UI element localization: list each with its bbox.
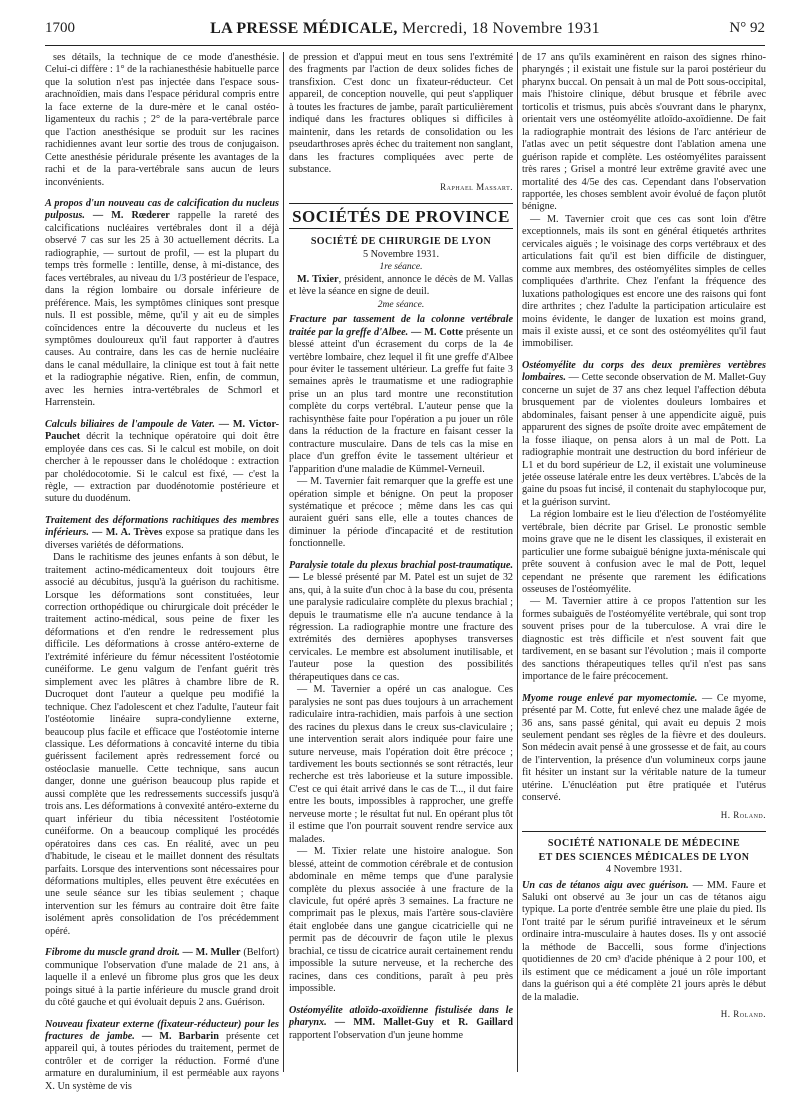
section-title: Fibrome du muscle grand droit. <box>45 947 180 959</box>
author: M. Tixier <box>297 273 339 285</box>
paragraph: — M. Tavernier attire à ce propos l'attention sur les formes subaiguës de l'ostéomyélite vertébrale, qui sont trop souvent prises pour de la tuberculose. A vrai dire le diagnostic est très difficile et n'est souvent fait que tardivement, en se basant sur l'évolution ; mais il comporte des sanctions thérapeutiques telles qu'il n'est pas sans importance de le faire précocement. <box>522 596 766 683</box>
section-title: Paralysie totale du plexus brachial post-traumatique. <box>289 559 513 571</box>
section-calcification: A propos d'un nouveau cas de calcification du nucleus pulposus. — M. Rœderer rappelle la rareté des calcifications nucléaires vertébrales dont il a déjà observé 7 cas sur les 25 à 30 actuellement décrits. La radiographie, — surtout de profil, — est la plupart du temps très formelle : lentille, dense, à mi-distance, des faces vertébrales, au niveau du 1/3 postérieur de l'espace, dans la région lombaire ou dorsale inférieure de préférence. Mais, les symptômes cliniques sont presque nuls. Il est possible, même, qu'il y ait eu de simples coïncidences entre la découverte du nucleus et les symptômes douloureux qu'il faut rapporter à d'autres causes. Au contraire, dans les cas de hernie nucléaire dans le canal médullaire, la clinique est tout à fait nette et la radiographie négative. Rien, enfin, de commun, avec les hernies intra-vertébrales de Schmorl et Harrenstein. <box>45 197 280 409</box>
paragraph: présente un blessé atteint d'un écrasement du corps de la 4e vertèbre lombaire, chez lequel il fit une greffe d'Albee pour éviter le tassement ultérieur. La greffe fut faite 3 semaines après le traumatisme et une radiographie prise un an plus tard montre une reconstitution complète du corps vertébral. L'auteur pense que la rachisynthèse faite pour l'opération a pu jouer un rôle dans la réduction de la fracture en faisant cesser la contracture musculaire. Dans de tels cas la mise en place d'un greffon évite le tassement ultérieur et l'apparition d'une maladie de Kümmel-Verneuil. <box>289 326 514 475</box>
issue-number: N° 92 <box>729 20 765 36</box>
paragraph: — Cette seconde observation de M. Mallet-Guy concerne un sujet de 37 ans chez lequel l'affection débuta brusquement par de violentes douleurs lombaires et abdominales, faisant penser à une appendicite aiguë, puis apparurent des signes de psoïte droite avec empâtement de la fosse iliaque, on pensa alors à un mal de Pott. La radiographie montrait une destruction du bord inférieur de L1 et du bord supérieur de L2, il existait une volumineuse jetée osseuse latérale entre les deux vertèbres. L'abcès de la gaine du psoas fut incisé, il contenait du staphylocoque pur, et la guérison survint. <box>522 372 766 508</box>
section-myome <box>522 693 766 805</box>
section-title: Fracture par tassement de la colonne vertébrale traitée par la greffe d'Albee. <box>289 314 513 338</box>
paragraph: — M. Tavernier a opéré un cas analogue. Ces paralysies ne sont pas dues toujours à un arrachement radiculaire intra-rachidien, mais parfois à une section des racines du plexus dans le creux sus-claviculaire ; une intervention serait alors indiquée pour faire une suture nerveuse, mais l'opération doit être précoce ; tardivement les bouts sectionnés se sont rétractés, leur recherche est très laborieuse et la suture impossible. C'est ce qui était arrivé dans le cas de T..., il dut faire entre les bouts, impossibles à rapprocher, une greffe nerveuse morte ; le résultat fut nul. En opérant plus tôt il estime que l'on pourrait souvent rendre service aux malades. <box>289 684 513 845</box>
section-paralysie: Paralysie totale du plexus brachial post-traumatique. — Le blessé présenté par M. Patel est un sujet de 32 ans, qui, à la suite d'un choc à la base du cou, présenta une paralysie radiculaire complète du plexus brachial ; depuis le traumatisme elle n'a aucune tendance à la régression. La radiographie montre une fracture des extrémités des dernières apophyses transverses cervicales. Le membre est absolument inutilisable, et l'auteur pose la question des possibilités thérapeutiques dans ce cas. <box>289 559 514 683</box>
section-title: Myome rouge enlevé par myomectomie. <box>522 692 698 704</box>
paragraph: rapportent l'observation d'un jeune homme <box>289 1029 463 1041</box>
section-title: Ostéomyélite du corps des deux premières vertèbres lombaires. <box>522 359 766 384</box>
running-title <box>45 20 765 38</box>
section-title: Calculs biliaires de l'ampoule de Vater. <box>45 418 215 430</box>
paragraph <box>289 274 513 299</box>
society-name-line2: ET DES SCIENCES MÉDICALES DE LYON <box>538 851 750 863</box>
section-title: Nouveau fixateur externe (fixateur-réducteur) pour les fractures de jambe. <box>45 1018 279 1042</box>
journal-name: LA PRESSE MÉDICALE, <box>210 20 398 37</box>
seance-label: 1re séance. <box>379 262 423 273</box>
section-tetanos <box>522 880 766 1005</box>
author: M. Cotte <box>424 326 464 338</box>
section-title: Traitement des déformations rachitiques des membres inférieurs. <box>45 514 279 539</box>
author: M. A. Trèves <box>105 527 163 539</box>
signature: Raphael Massart. <box>440 181 513 192</box>
paragraph: — M. Tixier relate une histoire analogue. Son blessé, atteint de commotion cérébrale et de contusion abdominale en même temps que d'une paralysie complète du plexus associée à une fracture de la clavicule, fut opéré après 3 semaines. La fracture ne comprimait pas le plexus, mais l'artère sous-clavière était englobée dans une gangue cicatricielle qui ne permit pas de découvrir de façon utile le plexus brachial, ce tissu de cicatrice aurait certainement rendu impossible la suture nerveuse, et la recherche des racines, dans ces conditions, paraît à peu près impossible. <box>289 846 514 995</box>
column-1 <box>45 52 280 1092</box>
paragraph: rappelle la rareté des calcifications nucléaires vertébrales dont il a déjà observé 7 cas sur les 25 à 30 actuellement décrits. La radiographie, — surtout de profil, — est la plupart du temps très formelle : lentille, dense, à mi-distance, des faces vertébrales, au niveau du 1/3 postérieur de l'espace, dans la région lombaire ou dorsale inférieure de préférence. Mais, les symptômes cliniques sont presque nuls. Il est possible, même, qu'il y ait eu de simples coïncidences entre la découverte du nucleus et les symptômes douloureux qu'il faut rapporter à d'autres causes. Au contraire, dans les cas de hernie nucléaire dans le canal médullaire, la clinique est tout à fait nette et la radiographie négative. Rien, enfin, de commun, avec les hernies intra-vertébrales de Schmorl et Harrenstein. <box>45 210 280 409</box>
signature: H. Roland. <box>720 809 766 820</box>
society-date: 4 Novembre 1931. <box>605 864 683 876</box>
section-heading: SOCIÉTÉS DE PROVINCE <box>292 206 510 226</box>
author: M. Rœderer <box>111 210 170 222</box>
header-rule <box>45 45 765 46</box>
signature: H. Roland. <box>720 1009 766 1020</box>
paragraph: — M. Tavernier croit que ces cas sont loin d'être exceptionnels, mais ils sont en général étiquetés arthrites cervicales aiguës ; le voisinage des corps vertébraux et des articulations fait qu'il est bien difficile de distinguer, comme aux membres, des ostéomyélites simples de celles compliquées d'arthrite. Chez l'enfant la fréquence des luxations pathologiques est encore une des raisons qui font dire arthrites ; chez l'adulte la participation articulaire est moins évidente, le danger de luxation est moins grand, mais il existe aussi, et ce sont des ostéomyélites qu'il faut immobiliser. <box>522 213 766 350</box>
paragraph: expose sa pratique dans les diverses variétés de déformations. <box>45 527 279 551</box>
paragraph-text: , président, annonce le décès de M. Vallas et lève la séance en signe de deuil. <box>289 273 513 298</box>
section-fibrome: Fibrome du muscle grand droit. — M. Muller (Belfort) communique l'observation d'une malade de 21 ans, à laquelle il a enlevé un fibrome plus gros que les deux poings situé à la partie inférieure du muscle grand droit du côté gauche et qui évoluait depuis 2 ans. Guérison. <box>45 947 279 1009</box>
society-date: 5 Novembre 1931. <box>362 248 440 260</box>
paragraph: Dans le rachitisme des jeunes enfants à son début, le traitement actino-médicamenteux doit toujours être associé au décubitus, jusqu'à la guérison du rachitisme. Lorsque les déformations sont constituées, leur correction orthopédique ou chirurgicale doit précéder le traitement actino-médical, sous peine de fixer les déformations et d'en rendre le redressement plus difficile. Les déformations à crosse antéro-externe de l'extrémité inférieure du fémur nécessitent l'ostéotomie cunéiforme. Le genu valgum de l'enfant guérit très simplement avec les plâtres à chambre libre de R. Ducroquet dont l'auteur a quelque peu modifié la technique. Chez l'adolescent et chez l'adulte, l'auteur fait l'ostéotomie linéaire supra-condylienne externe, beaucoup plus facile et efficace que l'ostéotomie interne classique. Les déformations à concavité interne du tibia guérissent facilement après redressement forcé ou ostéoclasie manuelle. Cette technique, sans aucun danger, donne une guérison beaucoup plus rapide et aussi complète que les redressements successifs jusqu'à trois ans. Les déformations à convexité antéro-externe du quart inférieur du tibia nécessitent l'ostéotomie cunéiforme. On a beaucoup compliqué les procédés opératoires dans ces cas. En réalité, avec un peu d'habitude, le ciseau et le maillet donnent des résultats parfaits. Lorsque des interventions sont nécessaires pour déformations multiples, elles peuvent être exécutées en une seule séance sur les tibias seulement ; chaque intervention sur les fémurs au contraire doit être faite isolément après consolidation de l'os précédemment opéré. <box>45 552 279 937</box>
society-name: SOCIÉTÉ DE CHIRURGIE DE LYON <box>310 236 492 248</box>
page-header <box>45 20 765 46</box>
author: M. Barbarin <box>159 1030 219 1042</box>
society-box <box>522 831 766 876</box>
issue-date: Mercredi, 18 Novembre 1931 <box>401 20 600 37</box>
author: M. Victor-Pauchet <box>45 418 279 443</box>
page-number: 1700 <box>45 20 75 36</box>
seance-label: 2me séance. <box>377 299 425 310</box>
paragraph: — MM. Faure et Saluki ont observé au 3e jour un cas de tétanos aigu typique. La porte d'entrée semble être une plaie du pied. Ils l'ont traité par le sérum purifié intraveineux et le sérum ordinaire intra-musculaire à hautes doses. Ils y ont associé la méthode de Baccelli, sous forme d'injections quotidiennes de 20 cm³ d'acide phénique à 2 pour 100, et ils estiment que ce médicament a joué un rôle important dans la guérison qui a été complète 21 jours après le début de la maladie. <box>522 879 766 1003</box>
paragraph: — M. Tavernier fait remarquer que la greffe est une opération simple et bénigne. On peut la proposer systématique et précoce ; même dans les cas qui auraient guéri sans elle, elle a toutes chances de diminuer la période d'incapacité et de restitution fonctionnelle. <box>289 476 513 550</box>
society-name: SOCIÉTÉ NATIONALE DE MÉDECINE <box>547 838 741 850</box>
column-divider <box>517 52 518 1072</box>
paragraph: — Ce myome, présenté par M. Cotte, fut enlevé chez une malade âgée de 36 ans, sans passé génital, qui avait eu depuis 2 mois seulement pendant ses règles de la fièvre et des douleurs. Son médecin avait pensé à une grossesse et de fait, au cours de l'intervention, la présence d'un volumineux corps jaune fit hésiter un instant sur la véritable nature de la tumeur utérine. L'énucléation put être pratiquée et l'utérus conservé. <box>522 692 767 804</box>
paragraph: décrit la technique opératoire qui doit être employée dans ces cas. Si le calcul est mobile, on doit chercher à le repousser dans le cholédoque : extraction par cholédocotomie. Si le calcul est fixé, — c'est la règle, — extraction par duodénotomie postérieure et suture du duodénum. <box>45 431 280 505</box>
column-3 <box>522 52 766 1072</box>
section-osteomyelite: Ostéomyélite atloïdo-axoïdienne fistulisée dans le pharynx. — MM. Mallet-Guy et R. Gaillard rapportent l'observation d'un jeune homme <box>289 1004 513 1041</box>
section-calculs: Calculs biliaires de l'ampoule de Vater. — M. Victor-Pauchet décrit la technique opératoire qui doit être employée dans ces cas. Si le calcul est mobile, on doit chercher à le repousser dans le cholédoque : extraction par cholédocotomie. Si le calcul est fixé, — c'est la règle, — extraction par duodénotomie postérieure et suture du duodénum. <box>45 418 280 505</box>
paragraph: ses détails, la technique de ce mode d'anesthésie. Celui-ci diffère : 1° de la rachianesthésie habituelle parce que la solution n'est pas injectée dans l'espace sous-arachnoïdien, mais dans l'espace péridural compris entre la face externe de la dure-mère et le canal ostéo-ligamenteux du rachis ; 2° de la para-vertébrale parce que l'action anesthésique se produit sur les racines rachidiennes avant leur sortie des trous de conjugaison. Cette anesthésie péridurale présente les avantages de la rachi et de la para-vertébrale sans aucun de leurs inconvénients. <box>45 52 279 188</box>
section-title: A propos d'un nouveau cas de calcification du nucleus pulposus. <box>45 197 279 222</box>
column-2 <box>289 52 513 1072</box>
paragraph: présente cet appareil qui, à toutes périodes du traitement, permet de contrôler et de corriger la réduction. Formé d'une armature en duraluminium, il est perméable aux rayons X. Un système de vis <box>45 1030 279 1092</box>
section-title: Un cas de tétanos aigu avec guérison. <box>522 879 689 891</box>
author: MM. Mallet-Guy et R. Gaillard <box>353 1017 513 1029</box>
paragraph: La région lombaire est le lieu d'élection de l'ostéomyélite vertébrale, bien décrite par Grisel. Le pronostic semble moins grave que ne le disent les classiques, il existerait en particulier une forme subaiguë bénigne juxta-méniscale qui prête souvent à confusion avec le mal de Pott, lequel cependant ne présente que rarement les édifications osseuses de l'ostéomyélite. <box>522 509 766 596</box>
paragraph: Le blessé présenté par M. Patel est un sujet de 32 ans, qui, à la suite d'un choc à la base du cou, présenta une paralysie radiculaire complète du plexus brachial ; depuis le traumatisme elle n'a aucune tendance à la régression. La radiographie montre une fracture des extrémités des dernières apophyses transverses cervicales. Le membre est absolument inutilisable, et l'auteur pose la question des possibilités thérapeutiques dans ce cas. <box>289 572 514 683</box>
section-title: Ostéomyélite atloïdo-axoïdienne fistulisée dans le pharynx. <box>289 1004 513 1029</box>
paragraph: de 17 ans qu'ils examinèrent en raison des signes rhino-pharyngés ; il existait une fistule sur la paroi postérieur du pharynx buccal. On pensait à un mal de Pott sous-occipital, mais l'histoire clinique, début brusque et fébrile avec torticolis et trismus, puis abcès s'ouvrant dans le pharynx, orientait vers une ostéomyélite atloïdo-axoïdienne. De fait la radiographie montrait des lésions de l'arc antérieur de l'atlas avec un petit séquestre dont l'ablation amena une guérison rapide et complète. Les ostéomyélites paraissent très rares ; Grisel a montré leur extrême gravité avec une mortalité des 4/5e des cas. Cependant dans l'observation rapportée, les choses semblent avoir évolué de façon plutôt bénigne. <box>522 52 766 213</box>
section-heading-box <box>289 203 513 229</box>
paragraph: (Belfort) communique l'observation d'une malade de 21 ans, à laquelle il a enlevé un fibrome plus gros que les deux poings situé à la partie inférieure du muscle grand droit du côté gauche et qui évoluait depuis 2 ans. Guérison. <box>45 947 279 1009</box>
section-vertebres <box>522 360 766 509</box>
author: M. Muller <box>195 947 241 959</box>
paragraph: de pression et d'appui meut en tous sens l'extrémité des fragments par l'action de deux solides fiches de transfixion. C'est donc un fixateur-réducteur. Cet appareil, de conception nouvelle, qui peut s'appliquer à toutes les fractures de jambe, paraît particulièrement indiqué dans les fractures obliques si difficiles à maintenir, dans les retards de consolidation ou les pseudarthroses après échec du traitement non sanglant, dans les fractures compliquées avec perte de substance. <box>289 52 513 176</box>
section-fracture: Fracture par tassement de la colonne vertébrale traitée par la greffe d'Albee. — M. Cotte présente un blessé atteint d'un écrasement du corps de la 4e vertèbre lombaire, chez lequel il fit une greffe d'Albee pour éviter le tassement ultérieur. La greffe fut faite 3 semaines après le traumatisme et une radiographie prise un an plus tard montre une reconstitution complète du corps vertébral. L'auteur pense que la rachisynthèse faite pour l'opération a pu jouer un rôle dans la réduction de la fracture en faisant cesser la contracture musculaire. Dans de tels cas la mise en place d'un greffon évite le tassement ultérieur et l'apparition d'une maladie de Kümmel-Verneuil. <box>289 314 514 475</box>
section-fixateur: Nouveau fixateur externe (fixateur-réducteur) pour les fractures de jambe. — M. Barbarin présente cet appareil qui, à toutes périodes du traitement, permet de contrôler et de corriger la réduction. Formé d'une armature en duraluminium, il est perméable aux rayons X. Un système de vis <box>45 1018 279 1092</box>
section-rachitiques: Traitement des déformations rachitiques des membres inférieurs. — M. A. Trèves expose sa pratique dans les diverses variétés de déformations. <box>45 514 279 551</box>
column-divider <box>283 52 284 1072</box>
